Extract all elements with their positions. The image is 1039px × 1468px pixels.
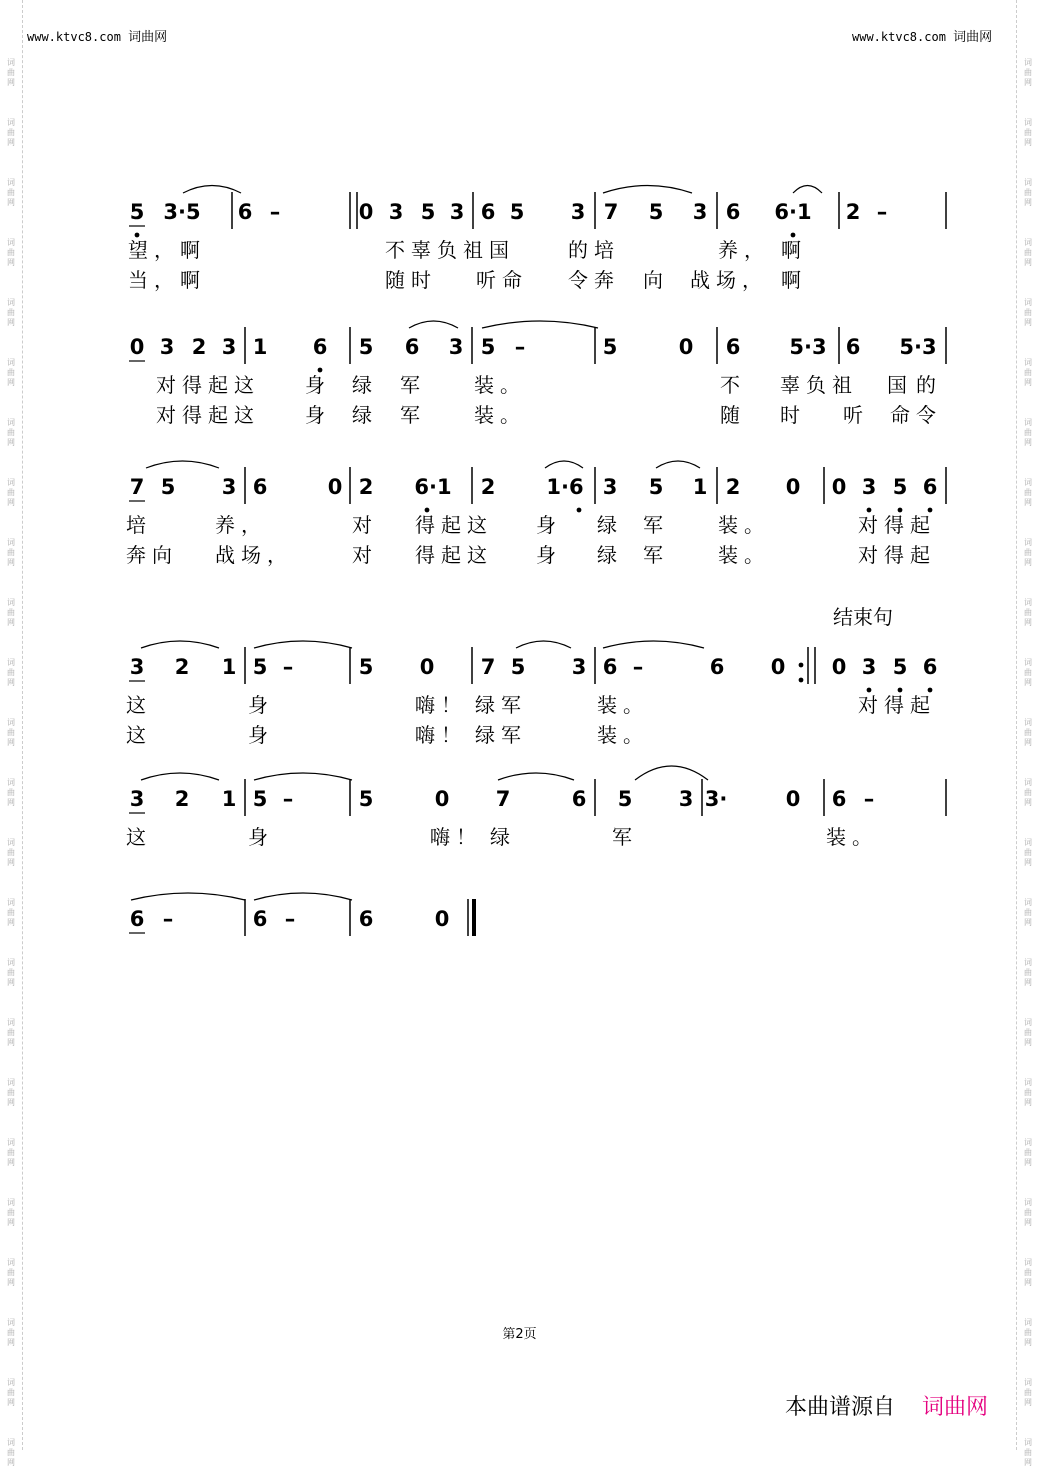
jianpu-note: 6 [571,787,587,811]
jianpu-note: – [514,335,526,359]
jianpu-note: 2 [191,335,207,359]
watermark-mark: 词 曲 网 [7,1258,15,1287]
slur [254,773,352,780]
slur [254,893,352,900]
watermark-mark: 词 曲 网 [7,538,15,567]
lyric-verse-1: 啊 [781,238,807,262]
jianpu-note: 5 [648,200,664,224]
jianpu-note: 3 [571,655,587,679]
watermark-mark: 词 曲 网 [1024,1018,1032,1047]
jianpu-note: 3 [159,335,175,359]
watermark-mark: 词 曲 网 [7,478,15,507]
slur [545,461,583,468]
watermark-mark: 词 曲 网 [7,658,15,687]
watermark-mark: 词 曲 网 [7,718,15,747]
jianpu-note: 0 [770,655,786,679]
watermark-mark: 词 曲 网 [7,1318,15,1347]
jianpu-note: – [282,655,294,679]
slur [409,321,458,328]
jianpu-note: 2 [725,475,741,499]
octave-dot [318,368,323,373]
watermark-mark: 词 曲 网 [1024,658,1032,687]
jianpu-note: 2 [845,200,861,224]
watermark-mark: 词 曲 网 [7,238,15,267]
jianpu-note: 6 [602,655,618,679]
octave-dot [135,233,140,238]
slur [498,773,574,780]
jianpu-note: 6 [358,907,374,931]
jianpu-note: 5 [892,475,908,499]
watermark-mark: 词 曲 网 [7,778,15,807]
jianpu-note: 3 [221,475,237,499]
jianpu-note: 5 [358,787,374,811]
lyric-verse-2: 绿 [352,403,378,427]
lyric-verse-1: 军 [643,513,669,537]
slur [603,186,692,194]
watermark-mark: 词 曲 网 [7,958,15,987]
source-label: 本曲谱源自 [785,1395,896,1420]
jianpu-note: – [269,200,281,224]
jianpu-note: 6 [709,655,725,679]
jianpu-note: 6 [404,335,420,359]
lyric-verse-2: 对得起 [858,543,936,567]
jianpu-note: 0 [358,200,374,224]
jianpu-note: 2 [174,655,190,679]
jianpu-note: 6·1 [414,475,452,499]
slur [656,461,700,468]
jianpu-note: 3 [678,787,694,811]
jianpu-note: – [876,200,888,224]
lyric-verse-2: 对 [352,543,378,567]
jianpu-note: 0 [129,335,145,359]
slur [482,321,598,328]
jianpu-note: 3 [129,655,145,679]
jianpu-note: 2 [480,475,496,499]
jianpu-note: 3 [449,200,465,224]
watermark-mark: 词 曲 网 [1024,358,1032,387]
lyric-verse-2: 听 [843,403,869,427]
lyric-verse-2: 装。 [597,723,649,747]
lyric-verse-1: 这 [126,693,152,717]
watermark-mark: 词 曲 网 [1024,778,1032,807]
repeat-dot [799,678,804,683]
watermark-mark: 词 曲 网 [7,358,15,387]
lyric-verse-2: 当，啊 [128,268,206,292]
watermark-mark: 词 曲 网 [7,1138,15,1167]
watermark-mark: 词 曲 网 [7,298,15,327]
watermark-mark: 词 曲 网 [7,418,15,447]
jianpu-note: 6·1 [774,200,812,224]
watermark-mark: 词 曲 网 [7,598,15,627]
jianpu-note: 3 [861,655,877,679]
slur [793,186,822,194]
jianpu-note: 5·3 [899,335,937,359]
jianpu-note: 0 [785,787,801,811]
lyric-verse-2: 装。 [474,403,526,427]
lyric-verse-2: 身 [248,723,274,747]
jianpu-note: 0 [327,475,343,499]
watermark-mark: 词 曲 网 [1024,178,1032,207]
lyric-verse-1: 培 [126,513,152,537]
jianpu-note: 3 [448,335,464,359]
lyric-verse-1: 对得起这 [156,373,260,397]
jianpu-note: 5 [358,335,374,359]
watermark-mark: 词 曲 网 [7,838,15,867]
slur [254,641,352,648]
watermark-mark: 词 曲 网 [7,58,15,87]
octave-dot [867,508,872,513]
source-brand[interactable]: 词曲网 [922,1395,989,1420]
jianpu-note: – [632,655,644,679]
jianpu-note: 5 [602,335,618,359]
jianpu-note: 3 [861,475,877,499]
slur [635,766,708,780]
jianpu-note: 7 [480,655,496,679]
slur [516,641,571,648]
jianpu-note: 5 [252,655,268,679]
watermark-mark: 词 曲 网 [7,178,15,207]
watermark-mark: 词 曲 网 [1024,538,1032,567]
jianpu-note: 2 [358,475,374,499]
lyric-verse-2: 啊 [781,268,807,292]
ending-label: 结束句 [833,605,893,629]
watermark-mark: 词 曲 网 [1024,118,1032,147]
watermark-mark: 词 曲 网 [1024,1138,1032,1167]
watermark-mark: 词 曲 网 [1024,898,1032,927]
jianpu-note: 0 [831,475,847,499]
lyric-verse-2: 绿军 [475,723,527,747]
watermark-mark: 词 曲 网 [1024,238,1032,267]
jianpu-note: 3· [704,787,728,811]
watermark-mark: 词 曲 网 [1024,1378,1032,1407]
jianpu-note: 3 [221,335,237,359]
lyric-verse-1: 的培 [568,238,620,262]
jianpu-note: 6 [252,907,268,931]
jianpu-note: 6 [252,475,268,499]
jianpu-note: 6 [845,335,861,359]
jianpu-note: 0 [434,907,450,931]
lyric-verse-2: 嗨！ [415,723,467,747]
lyric-verse-2: 奔向 [126,543,178,567]
jianpu-note: 3 [692,200,708,224]
watermark-mark: 词 曲 网 [1024,418,1032,447]
jianpu-note: 1 [221,655,237,679]
lyric-verse-1: 身 [248,693,274,717]
jianpu-note: 0 [785,475,801,499]
jianpu-note: 5 [420,200,436,224]
watermark-mark: 词 曲 网 [1024,1258,1032,1287]
jianpu-note: 5 [480,335,496,359]
slur [146,461,219,468]
lyric-verse-1: 不 [720,373,746,397]
jianpu-note: 3 [602,475,618,499]
octave-dot [898,688,903,693]
jianpu-note: 6 [725,335,741,359]
octave-dot [425,508,430,513]
lyric-verse-2: 时 [780,403,806,427]
lyric-verse-1: 身 [248,825,274,849]
jianpu-note: 5 [358,655,374,679]
lyric-verse-2: 这 [126,723,152,747]
jianpu-note: 0 [419,655,435,679]
watermark-mark: 词 曲 网 [1024,958,1032,987]
jianpu-note: 5·3 [789,335,827,359]
lyric-verse-1: 军 [612,825,638,849]
slur [183,186,241,194]
jianpu-note: 6 [725,200,741,224]
jianpu-note: 5 [617,787,633,811]
watermark-mark: 词 曲 网 [1024,1438,1032,1467]
lyric-verse-1: 嗨！ [415,693,467,717]
lyric-verse-1: 望，啊 [128,238,206,262]
jianpu-note: – [162,907,174,931]
lyric-verse-1: 的 [916,373,942,397]
jianpu-note: 0 [678,335,694,359]
lyric-verse-1: 身 [305,373,331,397]
jianpu-note: 3 [129,787,145,811]
watermark-mark: 词 曲 网 [7,898,15,927]
page-number: 第2页 [502,1327,537,1342]
jianpu-note: 5 [648,475,664,499]
lyric-verse-2: 得起这 [415,543,493,567]
octave-dot [928,688,933,693]
lyric-verse-2: 令奔 [568,268,620,292]
jianpu-note: – [284,907,296,931]
jianpu-note: 6 [831,787,847,811]
jianpu-note: 5 [129,200,145,224]
jianpu-note: 3 [388,200,404,224]
jianpu-note: 6 [480,200,496,224]
watermark-mark: 词 曲 网 [1024,718,1032,747]
watermark-mark: 词 曲 网 [7,1198,15,1227]
watermark-mark: 词 曲 网 [7,118,15,147]
slur [131,893,245,900]
lyric-verse-1: 绿 [352,373,378,397]
watermark-mark: 词 曲 网 [1024,1078,1032,1107]
watermark-mark: 词 曲 网 [1024,1198,1032,1227]
jianpu-note: 7 [495,787,511,811]
lyric-verse-2: 军 [643,543,669,567]
watermark-mark: 词 曲 网 [1024,598,1032,627]
jianpu-note: 5 [252,787,268,811]
octave-dot [867,688,872,693]
jianpu-note: 6 [129,907,145,931]
watermark-mark: 词 曲 网 [1024,478,1032,507]
lyric-verse-2: 对得起这 [156,403,260,427]
watermark-mark: 词 曲 网 [7,1078,15,1107]
octave-dot [898,508,903,513]
jianpu-note: 6 [312,335,328,359]
jianpu-note: 1 [221,787,237,811]
lyric-verse-1: 装。 [826,825,878,849]
watermark-mark: 词 曲 网 [1024,1318,1032,1347]
lyric-verse-1: 绿 [597,513,623,537]
lyric-verse-2: 随 [720,403,746,427]
jianpu-note: – [863,787,875,811]
lyric-verse-1: 装。 [474,373,526,397]
jianpu-note: 5 [892,655,908,679]
jianpu-note: 0 [831,655,847,679]
header-right-url[interactable]: www.ktvc8.com [852,30,946,44]
jianpu-note: 0 [434,787,450,811]
lyric-verse-2: 听命 [476,268,528,292]
jianpu-note: 1 [692,475,708,499]
watermark-mark: 词 曲 网 [7,1018,15,1047]
lyric-verse-2: 装。 [718,543,770,567]
lyric-verse-1: 军 [400,373,426,397]
lyric-verse-1: 绿 [490,825,516,849]
slur [141,773,219,780]
octave-dot [577,508,582,513]
lyric-verse-2: 命令 [890,403,942,427]
jianpu-note: 6 [237,200,253,224]
lyric-verse-1: 对 [352,513,378,537]
jianpu-note: – [282,787,294,811]
jianpu-note: 5 [509,200,525,224]
slur [603,641,704,648]
jianpu-note: 7 [129,475,145,499]
lyric-verse-1: 辜负祖 [780,373,858,397]
header-right-site: 词曲网 [953,30,993,45]
jianpu-note: 1 [252,335,268,359]
watermark-mark: 词 曲 网 [1024,838,1032,867]
lyric-verse-2: 军 [400,403,426,427]
jianpu-note: 5 [160,475,176,499]
slur [141,641,219,648]
lyric-verse-1: 装。 [597,693,649,717]
jianpu-note: 1·6 [546,475,584,499]
lyric-verse-1: 得起这 [415,513,493,537]
watermark-mark: 词 曲 网 [7,1438,15,1467]
lyric-verse-2: 随时 [385,268,437,292]
octave-dot [791,233,796,238]
jianpu-note: 3·5 [163,200,201,224]
jianpu-note: 2 [174,787,190,811]
jianpu-note: 7 [603,200,619,224]
jianpu-note: 3 [570,200,586,224]
watermark-mark: 词 曲 网 [1024,58,1032,87]
lyric-verse-1: 养， [718,238,770,262]
jianpu-note: 6 [922,475,938,499]
lyric-verse-1: 身 [536,513,562,537]
lyric-verse-1: 不辜负祖国 [385,238,515,262]
lyric-verse-2: 身 [536,543,562,567]
lyric-verse-2: 向 [643,268,669,292]
lyric-verse-2: 战场， [215,543,293,567]
header-left-site: 词曲网 [128,30,168,45]
watermark-mark: 词 曲 网 [7,1378,15,1407]
repeat-dot [799,663,804,668]
lyric-verse-1: 嗨！ [430,825,482,849]
lyric-verse-2: 战场， [690,268,768,292]
lyric-verse-1: 对得起 [858,513,936,537]
watermark-mark: 词 曲 网 [1024,298,1032,327]
lyric-verse-2: 绿 [597,543,623,567]
lyric-verse-1: 对得起 [858,693,936,717]
lyric-verse-1: 绿军 [475,693,527,717]
octave-dot [928,508,933,513]
lyric-verse-1: 国 [887,373,913,397]
lyric-verse-2: 身 [305,403,331,427]
lyric-verse-1: 装。 [718,513,770,537]
jianpu-note: 6 [922,655,938,679]
lyric-verse-1: 这 [126,825,152,849]
jianpu-note: 5 [510,655,526,679]
header-left-url[interactable]: www.ktvc8.com [27,30,121,44]
lyric-verse-1: 养， [215,513,267,537]
